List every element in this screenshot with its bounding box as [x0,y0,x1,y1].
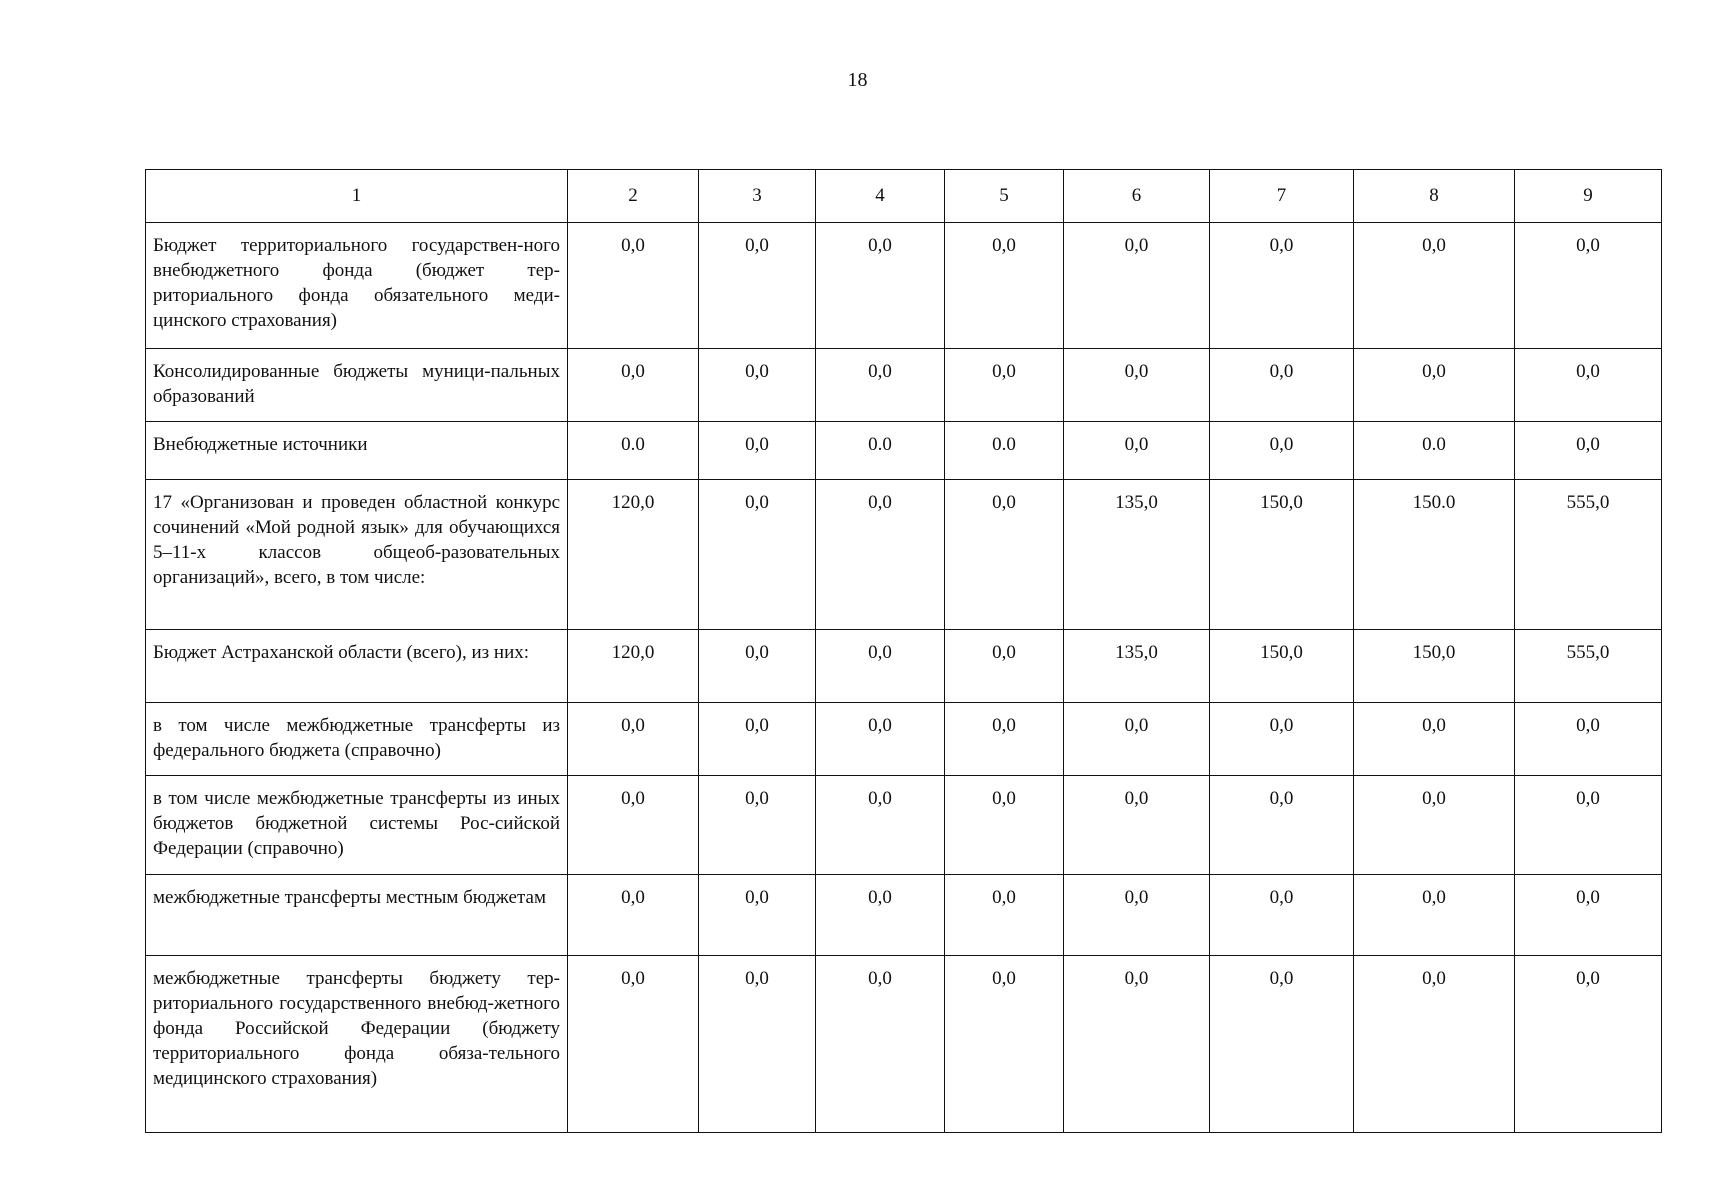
table-row [146,422,1662,480]
row-value: 0,0 [1515,422,1662,480]
row-value: 0,0 [816,776,945,875]
table-row [146,956,1662,1133]
table-row [146,630,1662,703]
row-value: 0,0 [816,480,945,630]
row-value: 0,0 [816,223,945,349]
column-header: 8 [1354,170,1515,223]
row-value: 0,0 [945,956,1064,1133]
row-value: 0,0 [945,776,1064,875]
row-value: 0,0 [1515,956,1662,1133]
row-value: 0,0 [1064,956,1210,1133]
column-header: 5 [945,170,1064,223]
row-value: 0,0 [1354,223,1515,349]
row-value: 0,0 [816,703,945,776]
row-value: 0,0 [568,703,699,776]
row-value: 135,0 [1064,480,1210,630]
table-row [146,349,1662,422]
row-value: 0,0 [816,956,945,1133]
row-value: 0,0 [1210,349,1354,422]
row-value: 0,0 [568,776,699,875]
row-value: 0,0 [1515,776,1662,875]
row-label: межбюджетные трансферты местным бюджетам [146,875,568,956]
row-value: 0,0 [568,875,699,956]
row-value: 0,0 [1354,349,1515,422]
budget-table [145,169,1662,1133]
row-value: 0,0 [568,956,699,1133]
column-header: 7 [1210,170,1354,223]
column-header: 3 [699,170,816,223]
column-header: 4 [816,170,945,223]
row-value: 0,0 [816,875,945,956]
row-value: 0,0 [699,956,816,1133]
page-number: 18 [847,69,868,91]
row-value: 0,0 [1210,875,1354,956]
row-value: 0,0 [1354,776,1515,875]
row-value: 0,0 [1515,875,1662,956]
row-label: Внебюджетные источники [146,422,568,480]
row-value: 0,0 [1210,956,1354,1133]
row-label: Бюджет территориального государствен-ного внебюджетного фонда (бюджет тер-риториального фонда обязательного меди-цинского страхования) [146,223,568,349]
table-row [146,875,1662,956]
header-row [146,170,1662,223]
row-value: 0,0 [1064,223,1210,349]
row-value: 0,0 [1210,422,1354,480]
row-value: 150.0 [1354,480,1515,630]
row-value: 0,0 [699,349,816,422]
row-label: в том числе межбюджетные трансферты из федерального бюджета (справочно) [146,703,568,776]
row-label: в том числе межбюджетные трансферты из иных бюджетов бюджетной системы Рос-сийской Федерации (справочно) [146,776,568,875]
row-value: 0,0 [699,875,816,956]
row-value: 0,0 [699,776,816,875]
column-header: 1 [146,170,568,223]
row-label: межбюджетные трансферты бюджету тер-риториального государственного внебюд-жетного фонда Российской Федерации (бюджету территориального фонда обяза-тельного медицинского страхования) [146,956,568,1133]
row-value: 0,0 [568,223,699,349]
row-value: 150,0 [1354,630,1515,703]
row-value: 0,0 [945,223,1064,349]
row-value: 150,0 [1210,630,1354,703]
row-value: 0,0 [945,630,1064,703]
row-value: 0.0 [945,422,1064,480]
row-value: 0,0 [699,480,816,630]
table-row [146,480,1662,630]
table-row [146,776,1662,875]
row-value: 0.0 [816,422,945,480]
row-value: 0,0 [1354,956,1515,1133]
row-value: 0,0 [945,480,1064,630]
row-value: 150,0 [1210,480,1354,630]
row-value: 0,0 [1064,703,1210,776]
row-value: 0,0 [1064,349,1210,422]
row-value: 0,0 [816,630,945,703]
table-row [146,223,1662,349]
row-value: 0,0 [699,703,816,776]
column-header: 9 [1515,170,1662,223]
row-value: 555,0 [1515,480,1662,630]
row-value: 0,0 [1064,422,1210,480]
row-value: 555,0 [1515,630,1662,703]
row-value: 0,0 [1354,703,1515,776]
row-value: 0,0 [699,630,816,703]
column-header: 2 [568,170,699,223]
row-value: 0,0 [699,223,816,349]
row-value: 0,0 [1515,703,1662,776]
row-value: 0,0 [1064,875,1210,956]
row-value: 0,0 [945,703,1064,776]
row-value: 0,0 [1515,223,1662,349]
row-value: 0,0 [816,349,945,422]
row-label: Бюджет Астраханской области (всего), из них: [146,630,568,703]
row-value: 0,0 [1210,703,1354,776]
row-value: 0.0 [1354,422,1515,480]
row-value: 0,0 [568,349,699,422]
row-value: 0,0 [945,349,1064,422]
row-value: 0,0 [945,875,1064,956]
row-value: 0.0 [568,422,699,480]
row-value: 120,0 [568,480,699,630]
row-value: 0,0 [1515,349,1662,422]
row-value: 0,0 [1354,875,1515,956]
row-value: 135,0 [1064,630,1210,703]
row-label: 17 «Организован и проведен областной конкурс сочинений «Мой родной язык» для обучающихся 5–11-х классов общеоб-разовательных организаций», всего, в том числе: [146,480,568,630]
column-header: 6 [1064,170,1210,223]
row-value: 0,0 [699,422,816,480]
table-row [146,703,1662,776]
row-label: Консолидированные бюджеты муници-пальных образований [146,349,568,422]
row-value: 120,0 [568,630,699,703]
row-value: 0,0 [1210,776,1354,875]
row-value: 0,0 [1210,223,1354,349]
row-value: 0,0 [1064,776,1210,875]
